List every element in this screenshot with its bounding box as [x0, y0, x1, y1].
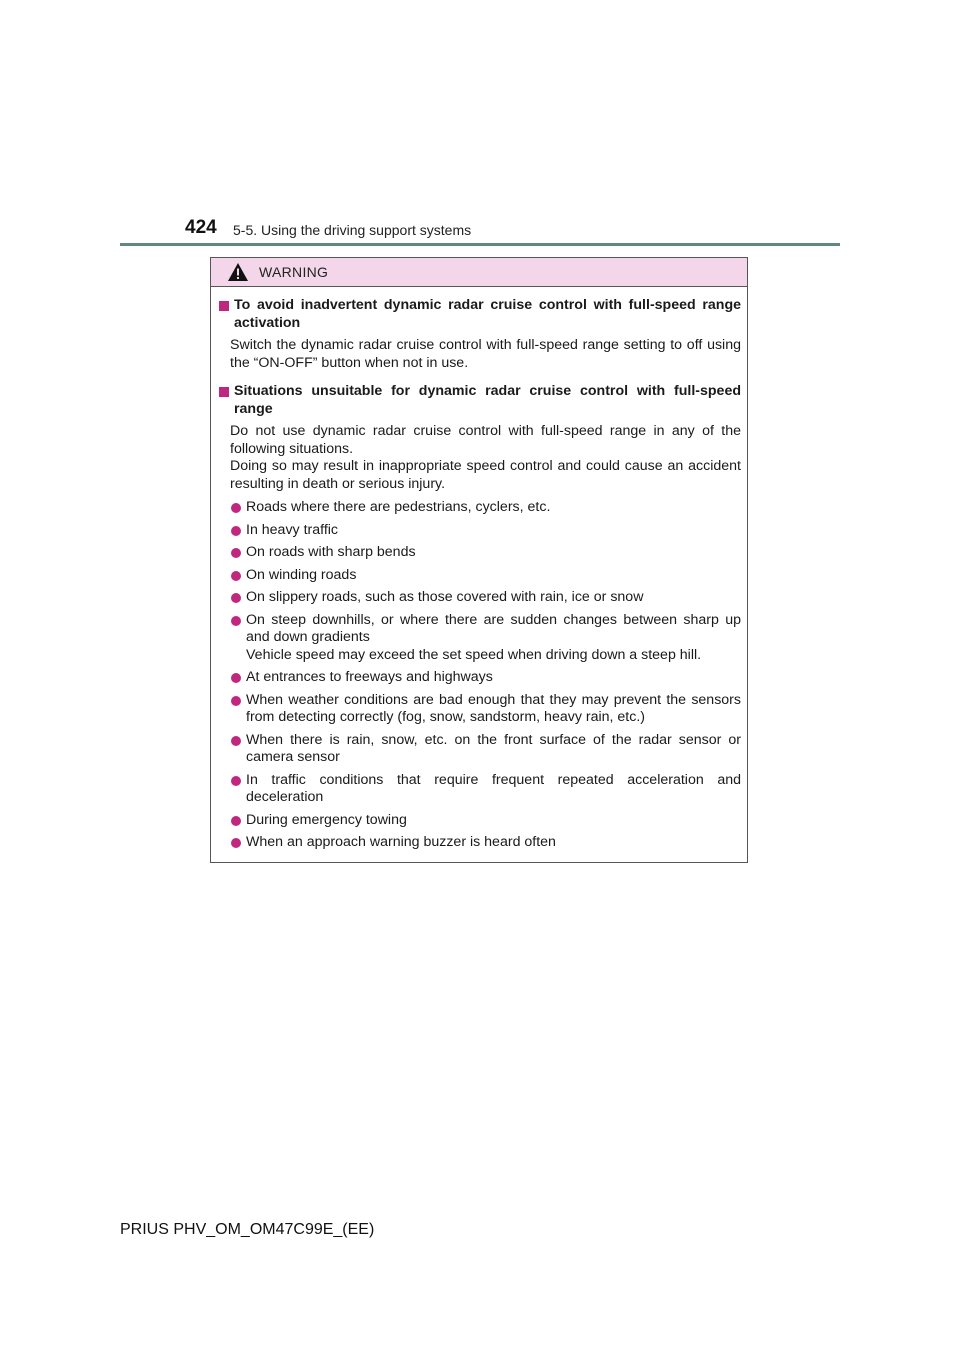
round-bullet-icon: [231, 673, 241, 683]
list-item: [219, 669, 741, 687]
round-bullet-icon: [231, 503, 241, 513]
manual-id-footer: PRIUS PHV_OM_OM47C99E_(EE): [120, 1221, 375, 1238]
warning-item-text: Do not use dynamic radar cruise control with full-speed range in any of the following situations. Doing so may result in inappropriate speed control and could cause an accident resulting in death or serious injury.: [230, 423, 741, 492]
square-bullet-icon: [219, 387, 229, 397]
header-divider: [120, 243, 840, 246]
warning-label: WARNING: [259, 264, 329, 280]
round-bullet-icon: [231, 526, 241, 536]
list-item-text: At entrances to freeways and highways: [246, 669, 493, 685]
list-item: [219, 612, 741, 665]
warning-item-heading-text: To avoid inadvertent dynamic radar cruise control with full-speed range activation: [234, 297, 741, 331]
list-item-text: On winding roads: [246, 566, 357, 583]
list-item: [219, 589, 741, 607]
list-item: [219, 812, 741, 830]
round-bullet-icon: [231, 548, 241, 558]
list-item-text: During emergency towing: [246, 811, 407, 828]
warning-item-heading-text: Situations unsuitable for dynamic radar cruise control with full-speed range: [234, 383, 741, 417]
list-item: [219, 544, 741, 562]
page-number: 424: [185, 217, 217, 238]
list-item: [219, 834, 741, 852]
list-item-text: On slippery roads, such as those covered with rain, ice or snow: [246, 589, 644, 605]
list-item: [219, 499, 741, 517]
list-item: [219, 772, 741, 807]
warning-header: [211, 258, 747, 287]
warning-item-heading: [219, 297, 741, 332]
list-item-text: When an approach warning buzzer is heard often: [246, 834, 556, 850]
situation-list: [219, 499, 741, 852]
list-item-text: On roads with sharp bends: [246, 544, 416, 560]
warning-body: [211, 287, 747, 852]
warning-item: [219, 297, 741, 372]
round-bullet-icon: [231, 696, 241, 706]
list-item-text: Roads where there are pedestrians, cyclers, etc.: [246, 499, 551, 515]
list-item-text: When weather conditions are bad enough that they may prevent the sensors from detecting correctly (fog, snow, sandstorm, heavy rain, etc.): [246, 691, 741, 725]
warning-triangle-icon: [227, 262, 249, 282]
list-item-text: When there is rain, snow, etc. on the front surface of the radar sensor or camera sensor: [246, 731, 741, 765]
list-item-text: In heavy traffic: [246, 521, 339, 538]
round-bullet-icon: [231, 736, 241, 746]
warning-item-text: Switch the dynamic radar cruise control with full-speed range setting to off using the “ON-OFF” button when not in use.: [230, 337, 741, 371]
list-item-text: In traffic conditions that require frequent repeated acceleration and deceleration: [246, 771, 741, 805]
round-bullet-icon: [231, 616, 241, 626]
round-bullet-icon: [231, 593, 241, 603]
warning-item: [219, 383, 741, 852]
list-item: [219, 692, 741, 727]
list-item: [219, 522, 741, 540]
warning-box: [210, 257, 748, 863]
section-title: 5-5. Using the driving support systems: [233, 222, 472, 238]
warning-item-heading: [219, 383, 741, 418]
list-item: [219, 567, 741, 585]
round-bullet-icon: [231, 571, 241, 581]
round-bullet-icon: [231, 838, 241, 848]
round-bullet-icon: [231, 776, 241, 786]
list-item: [219, 732, 741, 767]
list-item-text: On steep downhills, or where there are sudden changes between sharp up and down gradients Vehicle speed may exceed the set speed when driving down a steep hill.: [246, 611, 741, 663]
square-bullet-icon: [219, 301, 229, 311]
round-bullet-icon: [231, 816, 241, 826]
